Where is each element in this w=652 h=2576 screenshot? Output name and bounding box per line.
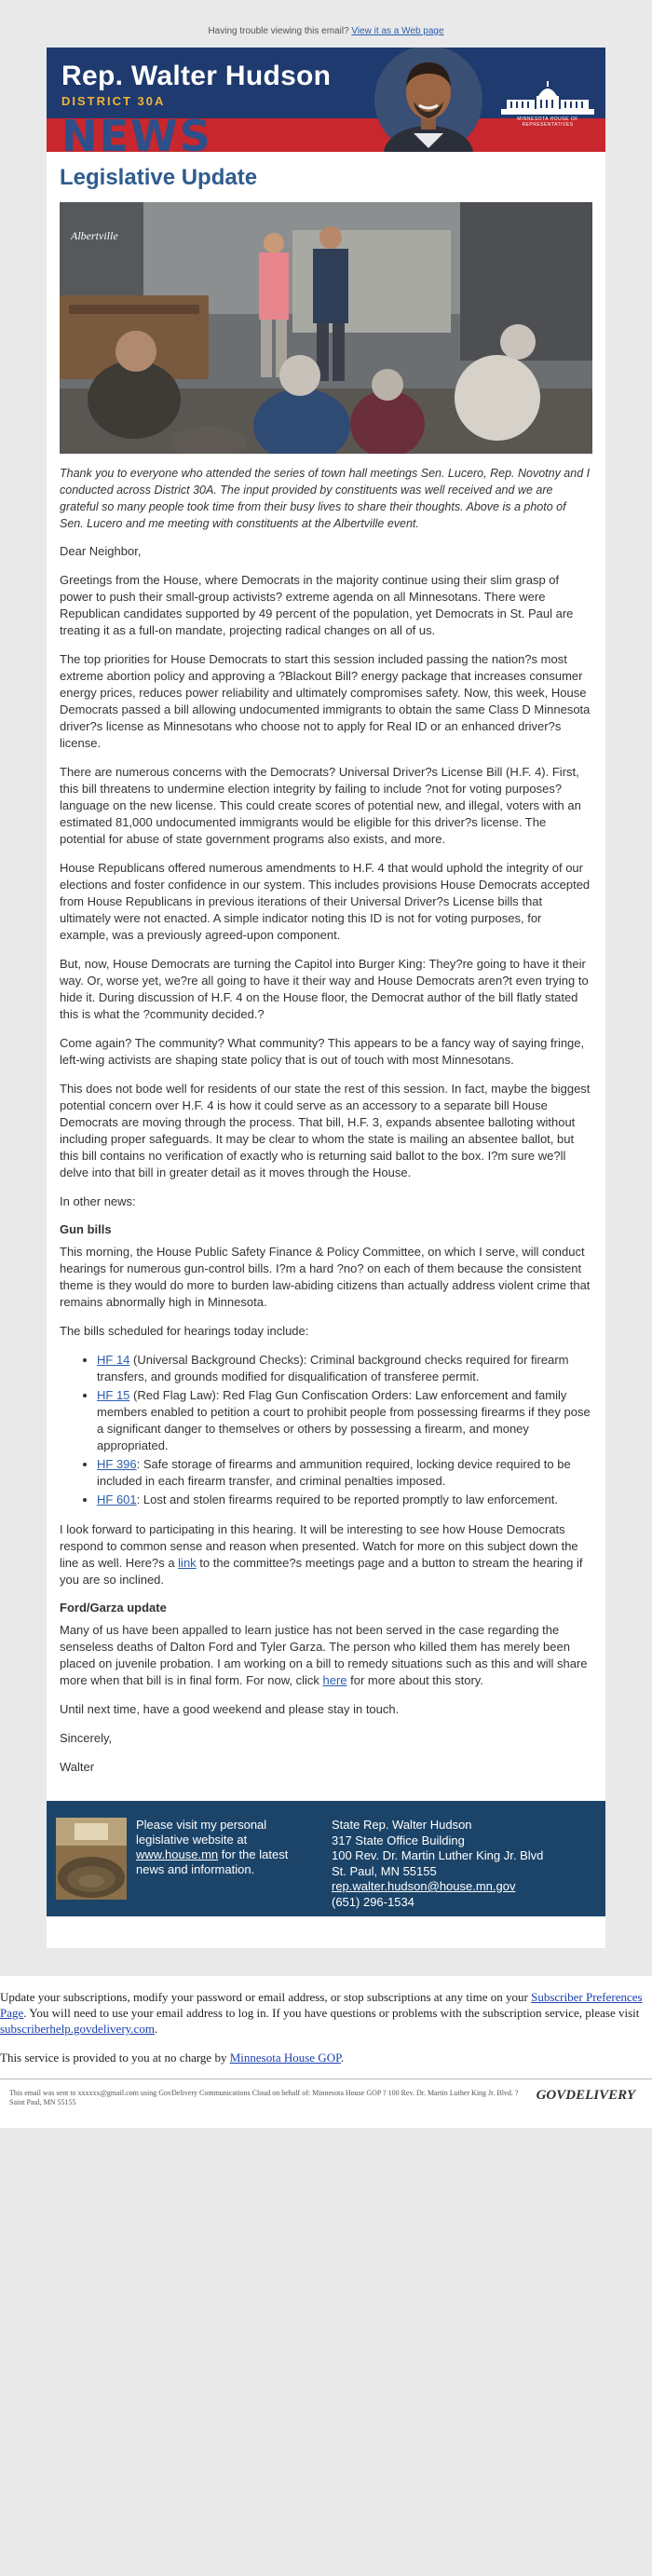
subs-text-a: Update your subscriptions, modify your password or email address, or stop subscriptions at any time on your: [0, 1990, 532, 2004]
email-body: [47, 48, 605, 1948]
govdelivery-logo: GOVDELIVERY: [536, 2088, 635, 2103]
ford-text-a: Many of us have been appalled to learn justice has not been served in the case regarding the senseless deaths of Dalton Ford and Tyler Garza. The person who killed them has merely been placed on juvenile probation. I am working on a bill to remedy situations such as this and will share more when that bill is in final form. For now, click: [60, 1623, 588, 1687]
subscriber-help-link[interactable]: subscriberhelp.govdelivery.com: [0, 2022, 155, 2036]
paragraph-4: House Republicans offered numerous amendments to H.F. 4 that would uphold the integrity of our elections and foster confidence in our system. This includes provisions House Democrats accepted from House Republicans in previous iterations of their Universal Driver?s License bills that ultimately were not enacted. A simple indicator noting this ID is not for voting purposes, for example, was a previously agreed-upon component.: [60, 861, 591, 942]
bill-description: : Lost and stolen firearms required to be reported promptly to law enforcement.: [136, 1492, 558, 1506]
email-link[interactable]: rep.walter.hudson@house.mn.gov: [332, 1879, 516, 1893]
hearing-text-a: I look forward to participating in this hearing. It will be interesting to see how House Democrats respond to common sense and reason when presented. Watch for more on this subject down the line as well. Here?s a: [60, 1522, 578, 1570]
subscription-inner: [0, 1989, 652, 2119]
visit-website-text: [136, 1818, 304, 1877]
list-item: [97, 1387, 592, 1454]
bill-description: (Red Flag Law): Red Flag Gun Confiscation Orders: Law enforcement and family members enabled to petition a court to prohibit people from possessing firearms if they pose a significant danger to themselves or others by possessing a firearm, and money appropriated.: [97, 1388, 591, 1452]
capitol-label: MINNESOTA HOUSE OF REPRESENTATIVES: [517, 116, 578, 128]
provider-paragraph: [0, 2050, 652, 2065]
signoff: Sincerely,: [60, 1731, 113, 1745]
visit-text-b: for the latest news and information.: [136, 1847, 289, 1876]
paragraph-6: Come again? The community? What community? This appears to be a fancy way of saying fringe, left-wing activists are shaping state policy that is out of touch with most Minnesotans.: [60, 1036, 585, 1067]
address-line-3: St. Paul, MN 55155: [332, 1863, 437, 1878]
address-line-1: 317 State Office Building: [332, 1833, 465, 1847]
bills-intro: The bills scheduled for hearings today include:: [60, 1324, 309, 1338]
gun-bills-paragraph: This morning, the House Public Safety Finance & Policy Committee, on which I serve, will conduct hearings for numerous gun-control bills. I?m a hard ?no? on each of them because the consistent theme is they would do more to burden law-abiding citizens than actually address violent crime that remains abnormally high in Minnesota.: [60, 1245, 591, 1309]
subs-text-c: .: [154, 2022, 158, 2036]
ford-text-b: for more about this story.: [346, 1673, 483, 1687]
gun-bills-heading: Gun bills: [60, 1222, 112, 1236]
signature: Walter: [60, 1760, 95, 1774]
sender-info: This email was sent to xxxxxx@gmail.com using GovDelivery Communications Cloud on behalf of: Minnesota House GOP ? 100 Rev. Dr. Martin Luther King Jr. Blvd. ? Saint Paul, MN 55155: [9, 2089, 519, 2106]
house-website-link[interactable]: www.house.mn: [136, 1847, 219, 1861]
bill-list: [60, 1352, 592, 1508]
house-chamber-photo: [56, 1818, 127, 1900]
paragraph-1: Greetings from the House, where Democrats in the majority continue using their slim grasp of power to push their small-group activists? extreme agenda on all Minnesotans. There were Republican candidates supported by 49 percent of the population, yet Democrats in St. Paul are treating it as a full-on mandate, projecting radical changes on all of us.: [60, 573, 574, 637]
albertville-sign: Albertville: [71, 229, 118, 242]
house-gop-link[interactable]: Minnesota House GOP: [229, 2051, 341, 2065]
bill-link-hf396[interactable]: HF 396: [97, 1457, 137, 1471]
capitol-icon: [501, 81, 594, 120]
page-title: Legislative Update: [60, 165, 258, 190]
visit-text-a: Please visit my personal legislative website at: [136, 1818, 267, 1847]
banner-news-word: NEWS: [61, 111, 212, 152]
subscription-footer: [0, 1976, 652, 2128]
address-title: State Rep. Walter Hudson: [332, 1818, 472, 1832]
banner-district: DISTRICT 30A: [61, 94, 166, 108]
contact-footer: [47, 1801, 605, 1916]
hearing-paragraph: [60, 1521, 592, 1588]
subs-text-b: . You will need to use your email address to log in. If you have questions or problems with the subscription service, please visit: [23, 2006, 640, 2020]
web-view-notice: [0, 0, 652, 48]
newsletter-content: [47, 152, 605, 1801]
office-address: [332, 1818, 592, 1910]
bill-link-hf601[interactable]: HF 601: [97, 1492, 137, 1506]
town-hall-photo: [60, 202, 592, 454]
rep-portrait: [373, 48, 484, 152]
greeting: Dear Neighbor,: [60, 544, 142, 558]
list-item: [97, 1492, 592, 1508]
bill-description: : Safe storage of firearms and ammunition required, locking device required to be included in each firearm transfer, and criminal penalties imposed.: [97, 1457, 571, 1488]
sender-bar: [0, 2085, 652, 2119]
ford-garza-heading: Ford/Garza update: [60, 1601, 167, 1615]
banner-rep-name: Rep. Walter Hudson: [61, 61, 332, 91]
web-view-link[interactable]: View it as a Web page: [351, 26, 444, 36]
paragraph-5: But, now, House Democrats are turning the Capitol into Burger King: They?re going to have it their way. Or, worse yet, we?re all going to have it their way and House Democrats aren?t even trying to hide it. During discussion of H.F. 4 on the House floor, the Democrat author of the bill flatly stated this is what the ?community decided.?: [60, 957, 589, 1021]
web-view-text: Having trouble viewing this email?: [208, 26, 352, 36]
list-item: [97, 1352, 592, 1385]
bill-link-hf14[interactable]: HF 14: [97, 1353, 130, 1367]
subscriber-preferences-link[interactable]: Subscriber Preferences Page: [0, 1990, 643, 2020]
photo-caption: Thank you to everyone who attended the series of town hall meetings Sen. Lucero, Rep. Novotny and I conducted across District 30A. The input provided by constituents was well received and we are grateful so many people took time from their busy lives to share their thoughts. Above is a photo of Sen. Lucero and me meeting with constituents at the Albertville event.: [60, 467, 591, 530]
provider-text-a: This service is provided to you at no charge by: [0, 2051, 230, 2065]
address-line-2: 100 Rev. Dr. Martin Luther King Jr. Blvd: [332, 1848, 544, 1862]
bill-description: (Universal Background Checks): Criminal background checks required for firearm transfers, and grounds modified for disqualification of transferee permit.: [97, 1353, 569, 1383]
hearing-text-b: to the committee?s meetings page and a button to stream the hearing if you are so inclined.: [60, 1556, 583, 1587]
list-item: [97, 1456, 592, 1490]
phone-number: (651) 296-1534: [332, 1894, 414, 1909]
other-news-label: In other news:: [60, 1194, 136, 1208]
closing: Until next time, have a good weekend and please stay in touch.: [60, 1702, 400, 1716]
paragraph-7: This does not bode well for residents of our state the rest of this session. In fact, maybe the biggest potential concern over H.F. 4 is how it could serve as an accessory to a separate bill House Democrats are moving through the process. That bill, H.F. 3, expands absentee balloting without including proper safeguards. It may be clear to whom the state is mailing an absentee ballot, but this bill contains no verification of exactly who is returning said ballot to the box. I?m sure we?ll delve into that bill in greater detail as it moves through the House.: [60, 1082, 591, 1179]
bill-link-hf15[interactable]: HF 15: [97, 1388, 130, 1402]
provider-text-b: .: [340, 2051, 345, 2065]
paragraph-3: There are numerous concerns with the Democrats? Universal Driver?s License Bill (H.F. 4). First, this bill threatens to undermine election integrity by failing to include ?not for voting purposes? language on the new license. This could create scores of potential new, and illegal, voters with an estimated 81,000 undocumented immigrants would be eligible for this driver?s license. The potential for abuse of state government programs also exists, and more.: [60, 765, 581, 846]
committee-meetings-link[interactable]: link: [178, 1556, 197, 1570]
ford-garza-paragraph: [60, 1622, 592, 1689]
newsletter-banner: [47, 48, 605, 152]
footer-spacer: [47, 1916, 605, 1948]
subscription-paragraph: [0, 1989, 652, 2037]
paragraph-2: The top priorities for House Democrats to start this session included passing the nation?s most extreme abortion policy and approving a ?Blackout Bill? energy package that increases consumer energy prices, reduces power reliability and ultimately compromises safety. Now, this week, House Democrats passed a bill allowing undocumented immigrants to obtain the same Class D Minnesota driver?s license as Minnesotans who choose not to apply for Real ID or an enhanced driver?s license.: [60, 652, 591, 750]
ford-garza-story-link[interactable]: here: [322, 1673, 347, 1687]
